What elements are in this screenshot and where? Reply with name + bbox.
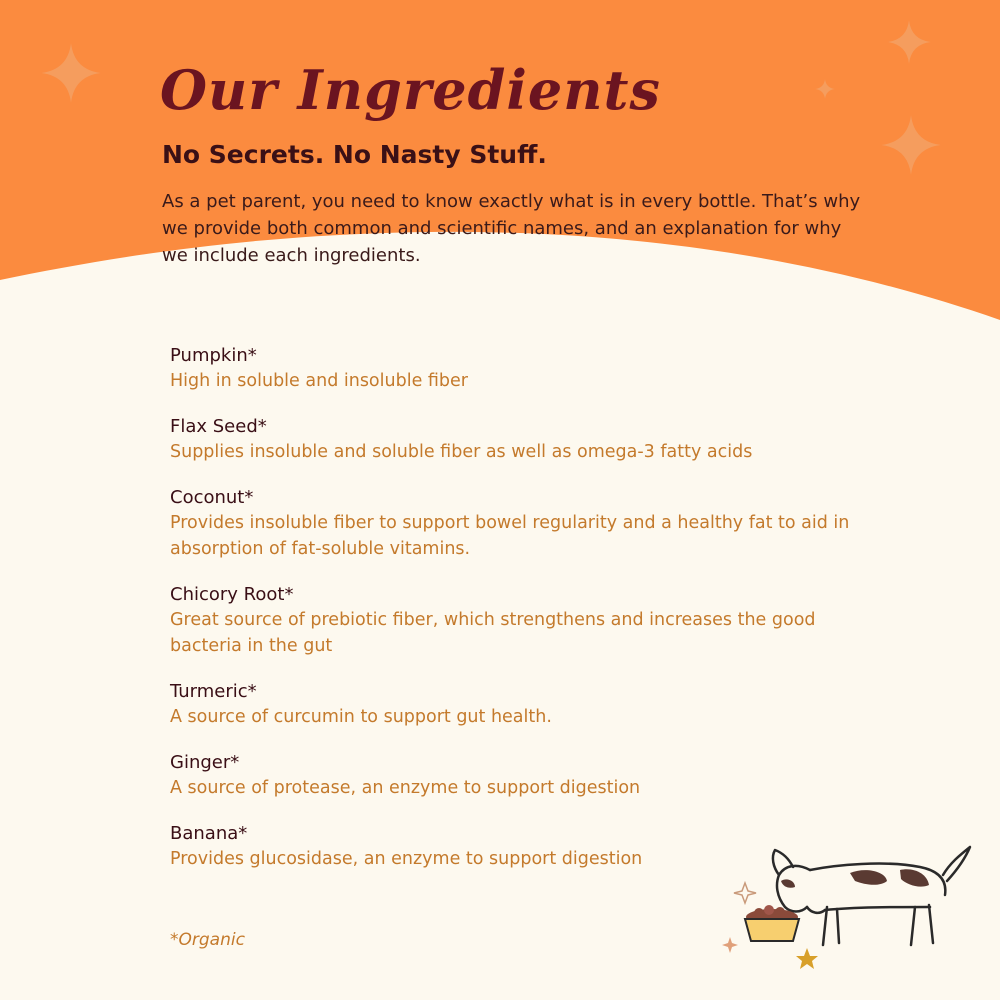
ingredient-description: Supplies insoluble and soluble fiber as well as omega-3 fatty acids — [170, 442, 753, 462]
ingredient-name: Pumpkin* — [170, 345, 257, 366]
ingredient-description: A source of protease, an enzyme to support digestion — [170, 778, 641, 798]
ingredient-description: Provides insoluble fiber to support bowel regularity and a healthy fat to aid in absorption of fat-soluble vitamins. — [170, 513, 850, 559]
ingredient-item — [170, 343, 870, 394]
dog-eating-illustration — [715, 815, 985, 985]
ingredient-description: Provides glucosidase, an enzyme to support digestion — [170, 849, 643, 869]
star-icon — [796, 948, 818, 969]
ingredient-name: Ginger* — [170, 752, 240, 773]
organic-footnote: *Organic — [170, 930, 245, 950]
ingredient-item — [170, 750, 870, 801]
sparkle-icon — [885, 18, 933, 66]
ingredient-item — [170, 582, 870, 659]
star-icon — [734, 883, 756, 903]
ingredient-name: Chicory Root* — [170, 584, 294, 605]
ingredient-description: Great source of prebiotic fiber, which strengthens and increases the good bacteria in the gut — [170, 610, 816, 656]
header-background — [0, 0, 1000, 340]
sparkle-icon — [38, 40, 104, 106]
page-subtitle: No Secrets. No Nasty Stuff. — [162, 140, 547, 169]
ingredient-name: Turmeric* — [170, 681, 257, 702]
ingredient-item — [170, 679, 870, 730]
ingredient-name: Flax Seed* — [170, 416, 267, 437]
ingredient-description: A source of curcumin to support gut health. — [170, 707, 552, 727]
sparkle-icon — [878, 105, 944, 185]
star-icon — [722, 937, 738, 953]
intro-paragraph: As a pet parent, you need to know exactly what is in every bottle. That’s why we provide both common and scientific names, and an explanation for why we include each ingredients. — [162, 191, 861, 266]
sparkle-icon — [814, 78, 836, 100]
ingredient-item — [170, 414, 870, 465]
ingredient-name: Coconut* — [170, 487, 254, 508]
ingredient-item — [170, 485, 870, 562]
ingredient-name: Banana* — [170, 823, 248, 844]
ingredient-description: High in soluble and insoluble fiber — [170, 371, 468, 391]
page-title: Our Ingredients — [160, 58, 661, 122]
ingredient-list — [170, 343, 870, 892]
